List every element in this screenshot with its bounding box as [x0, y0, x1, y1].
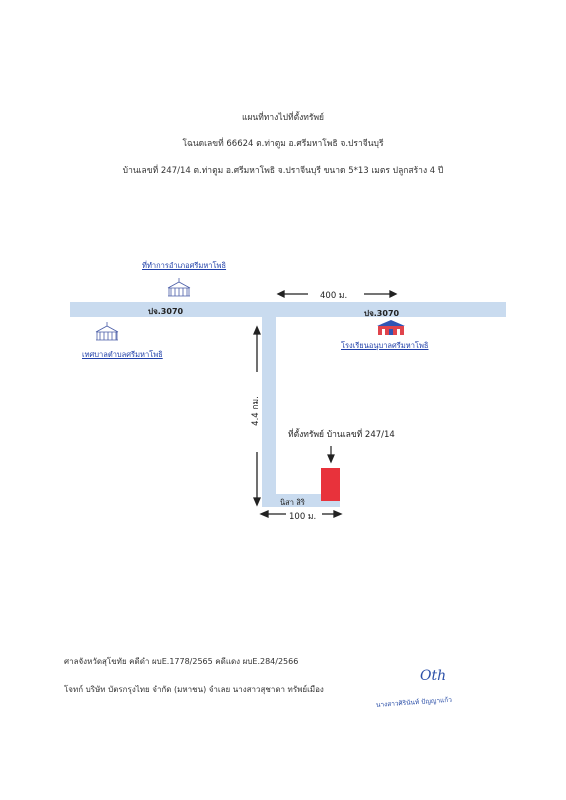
- parties-line: โจทก์ บริษัท บัตรกรุงไทย จำกัด (มหาชน) จำเลย นางสาวสุชาดา ทรัพย์เมือง: [64, 685, 324, 694]
- property-label: ที่ตั้งทรัพย์ บ้านเลขที่ 247/14: [288, 430, 395, 440]
- municipality-icon: [96, 322, 118, 340]
- district-office-label: ที่ทำการอำเภอศรีมหาโพธิ: [142, 261, 227, 270]
- signature-name: นางสาวศิรินันท์ ปัญญาแก้ว: [375, 695, 453, 709]
- map-title: แผนที่ทางไปที่ตั้งทรัพย์: [241, 113, 325, 123]
- school-label: โรงเรียนอนุบาลศรีมหาโพธิ: [341, 341, 429, 350]
- deed-line: โฉนดเลขที่ 66624 ต.ท่าตูม อ.ศรีมหาโพธิ จ.ปราจีนบุรี: [182, 139, 384, 149]
- distance-top-label: 400 ม.: [320, 291, 348, 301]
- signature-mark: Oth: [420, 668, 447, 684]
- road-label-left: ปจ.3070: [148, 307, 184, 316]
- road-label-right: ปจ.3070: [364, 309, 400, 318]
- distance-vertical-label: 4.4 กม.: [250, 396, 261, 426]
- municipality-label: เทศบาลตำบลศรีมหาโพธิ: [82, 350, 163, 359]
- property-pointer-arrow: [328, 446, 334, 462]
- distance-bottom-label: 100 ม.: [289, 512, 317, 522]
- school-icon: [377, 320, 405, 335]
- district-office-icon: [168, 278, 190, 296]
- house-line: บ้านเลขที่ 247/14 ต.ท่าตูม อ.ศรีมหาโพธิ จ.ปราจีนบุรี ขนาด 5*13 เมตร ปลูกสร้าง 4 ปี: [122, 166, 444, 176]
- property-marker: [321, 468, 340, 501]
- side-road-label: นิสา สิริ: [280, 498, 305, 507]
- court-line: ศาลจังหวัดสุโขทัย คดีดำ ผบE.1778/2565 คดีแดง ผบE.284/2566: [64, 657, 299, 666]
